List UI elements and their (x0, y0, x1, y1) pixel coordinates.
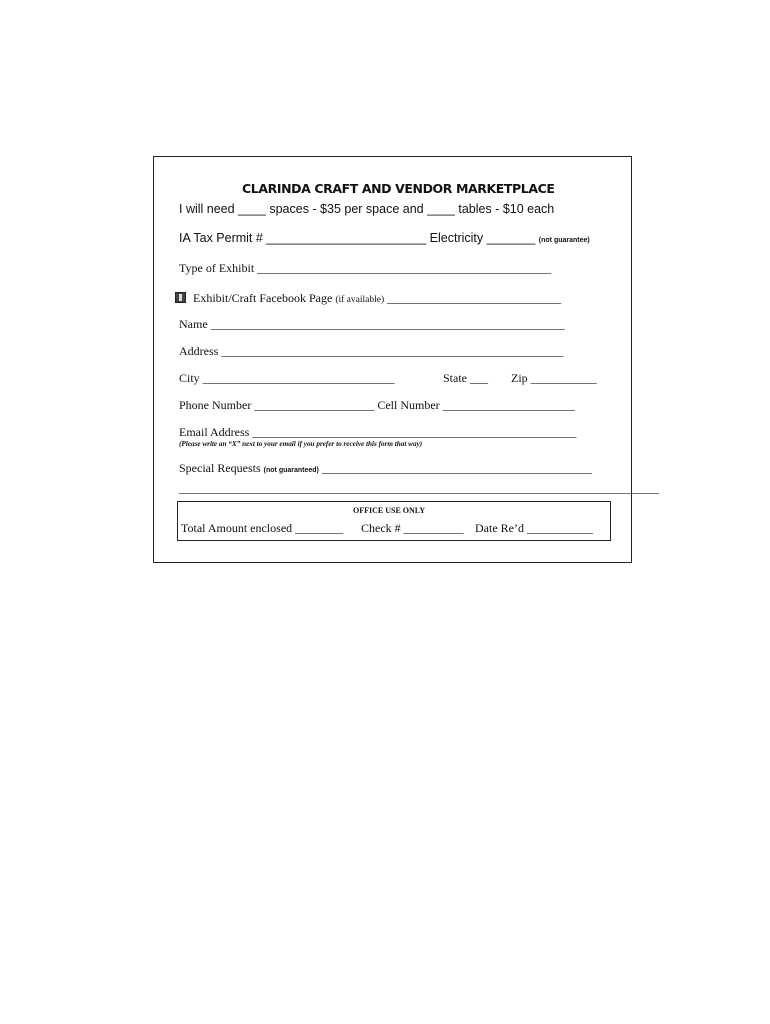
zip-line: Zip ___________ (511, 371, 597, 385)
extra-line: ________________________________________________________________________________ (179, 481, 659, 495)
facebook-note: (if available) (335, 295, 385, 305)
facebook-icon (175, 292, 186, 303)
facebook-blank: _____________________________ (387, 291, 562, 305)
tax-permit-text: IA Tax Permit # _______________________ Electricity _______ (179, 231, 536, 245)
special-note: (not guaranteed) (263, 467, 319, 474)
type-exhibit-line: Type of Exhibit _________________________________________________ (179, 261, 552, 275)
date-received-line: Date Re’d ___________ (475, 521, 593, 535)
spaces-line: I will need ____ spaces - $35 per space and ____ tables - $10 each (179, 202, 555, 216)
address-line: Address _________________________________________________________ (179, 344, 564, 358)
facebook-line (175, 291, 561, 306)
city-line: City ________________________________ (179, 371, 395, 385)
special-requests-line (179, 461, 592, 476)
name-line: Name ___________________________________________________________ (179, 317, 565, 331)
phone-line: Phone Number ____________________ Cell Number ______________________ (179, 398, 575, 412)
tax-permit-line (179, 231, 590, 245)
special-blank: _____________________________________________ (321, 461, 592, 475)
office-heading: OFFICE USE ONLY (353, 506, 426, 515)
facebook-label: Exhibit/Craft Facebook Page (193, 291, 333, 305)
state-line: State ___ (443, 371, 488, 385)
vendor-form (153, 156, 659, 563)
special-label: Special Requests (179, 461, 261, 475)
email-note: (Please write an “X” next to your email if you prefer to receive this form that way) (179, 440, 423, 448)
form-title: CLARINDA CRAFT AND VENDOR MARKETPLACE (242, 181, 555, 196)
electricity-note: (not guarantee) (538, 237, 590, 244)
total-amount-line: Total Amount enclosed ________ (181, 521, 344, 535)
office-use-box (177, 501, 611, 541)
email-line: Email Address ______________________________________________________ (179, 425, 577, 439)
check-line: Check # __________ (361, 521, 464, 535)
